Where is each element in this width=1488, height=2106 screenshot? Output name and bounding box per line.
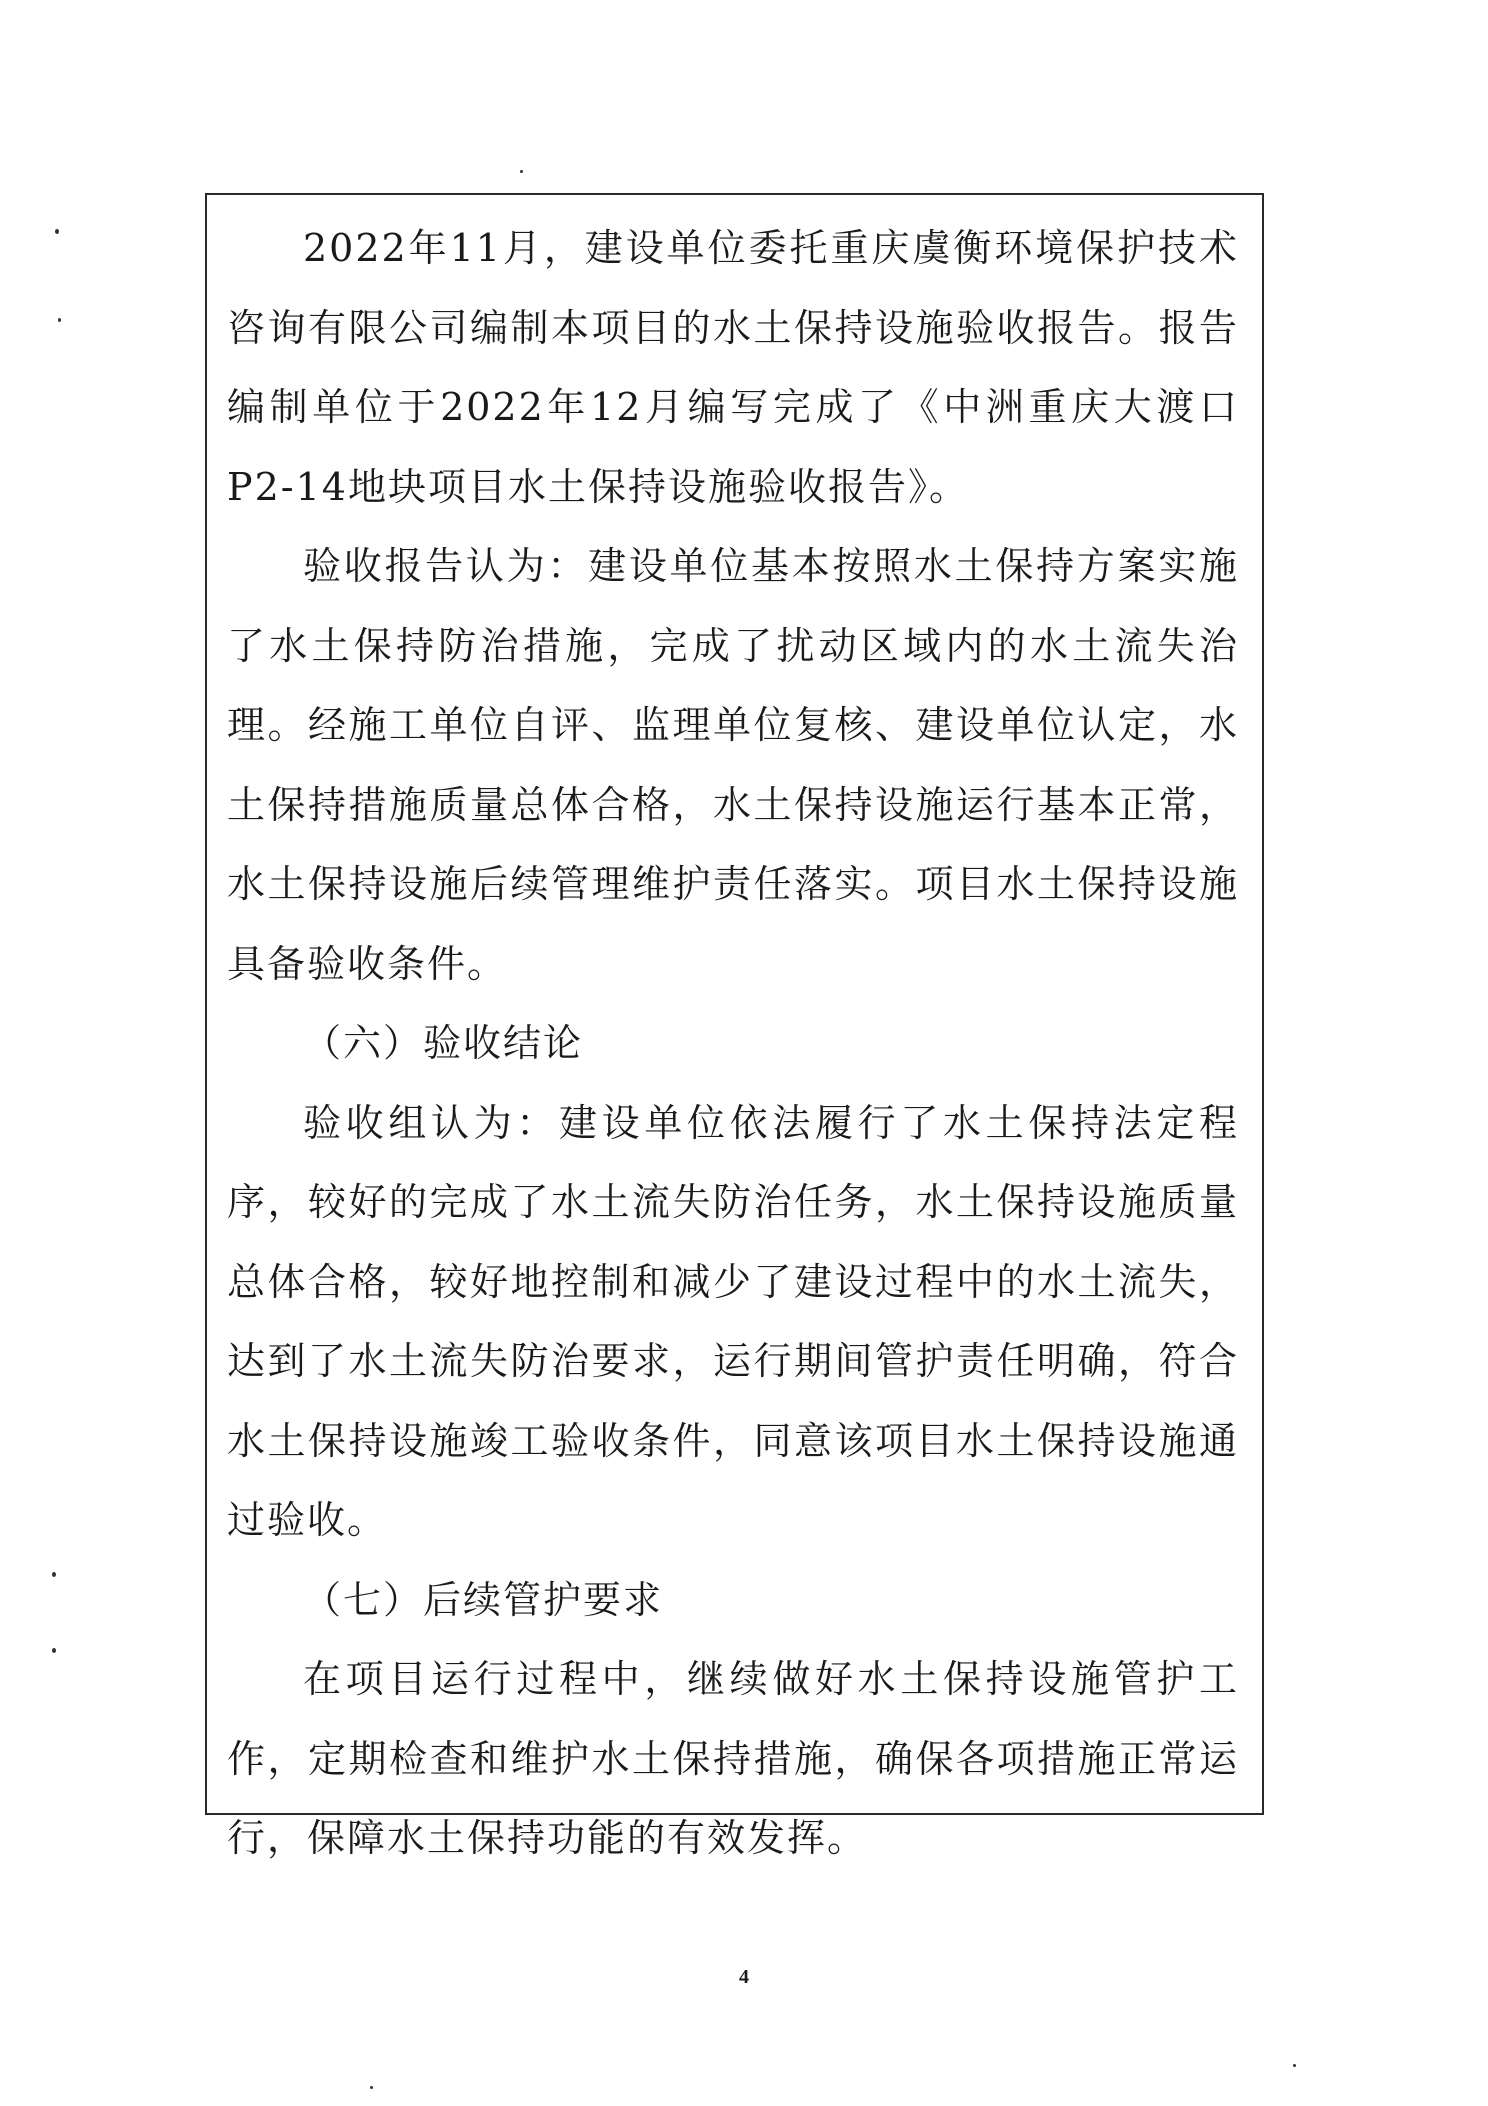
paragraph-report-commission: 2022年11月，建设单位委托重庆虞衡环境保护技术咨询有限公司编制本项目的水土保持设施验收报告。报告编制单位于2022年12月编写完成了《中洲重庆大渡口P2-14地块项目水土保持设施验收报告》。 [227, 226, 1239, 509]
paragraph-acceptance-conclusion: 验收组认为：建设单位依法履行了水土保持法定程序，较好的完成了水土流失防治任务，水土保持设施质量总体合格，较好地控制和减少了建设过程中的水土流失，达到了水土流失防治要求，运行期间管护责任明确，符合水土保持设施竣工验收条件，同意该项目水土保持设施通过验收。 [227, 1100, 1239, 1542]
scan-speck [52, 1648, 56, 1653]
heading-acceptance-conclusion: （六）验收结论 [303, 1021, 584, 1065]
scan-speck [370, 2086, 373, 2089]
paragraph-follow-up-maintenance: 在项目运行过程中，继续做好水土保持设施管护工作，定期检查和维护水土保持措施，确保各项措施正常运行，保障水土保持功能的有效发挥。 [227, 1657, 1239, 1860]
content-frame [205, 193, 1264, 1860]
scan-speck [520, 170, 523, 173]
heading-follow-up-maintenance: （七）后续管护要求 [303, 1577, 664, 1622]
page-number: 4 [739, 1966, 749, 1988]
scan-speck [52, 1572, 56, 1577]
scan-speck [58, 318, 61, 322]
scan-speck [1293, 2064, 1296, 2067]
content-body [227, 209, 1239, 1879]
paragraph-report-opinion: 验收报告认为：建设单位基本按照水土保持方案实施了水土保持防治措施，完成了扰动区域内的水土流失治理。经施工单位自评、监理单位复核、建设单位认定，水土保持措施质量总体合格，水土保持设施运行基本正常，水土保持设施后续管理维护责任落实。项目水土保持设施具备验收条件。 [227, 544, 1239, 986]
scan-speck [55, 229, 59, 234]
